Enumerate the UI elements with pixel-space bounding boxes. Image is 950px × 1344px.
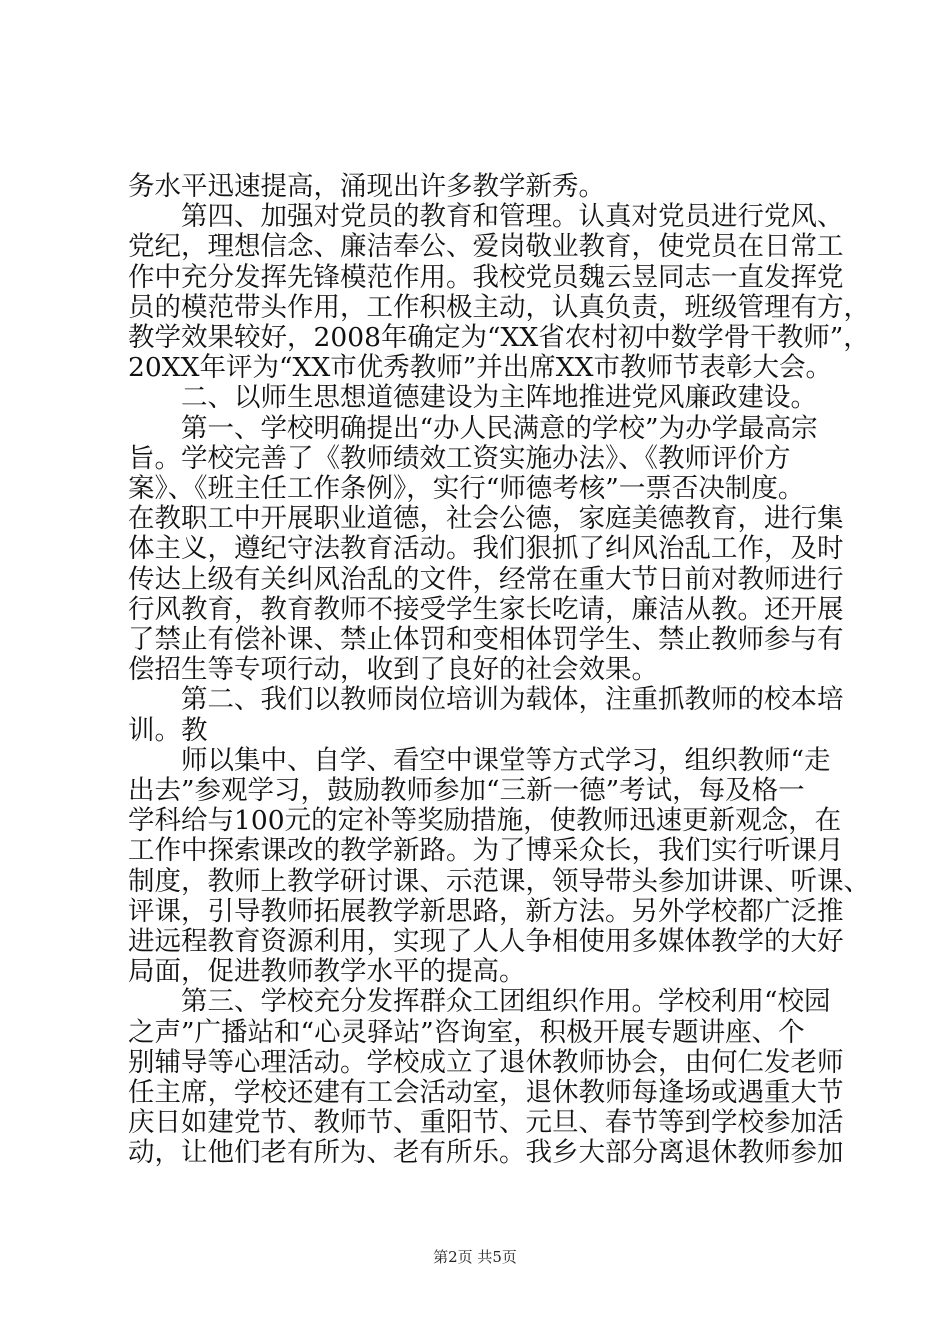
body-text-line: 工作中探索课改的教学新路。为了博采众长，我们实行听课月 xyxy=(128,835,844,867)
body-text-line: 作中充分发挥先锋模范作用。我校党员魏云昱同志一直发挥党 xyxy=(128,261,844,293)
body-text-line: 局面，促进教师教学水平的提高。 xyxy=(128,956,526,988)
body-text-line: 学科给与100元的定补等奖励措施，使教师迅速更新观念，在 xyxy=(128,805,842,837)
body-text-line: 旨。学校完善了《教师绩效工资实施办法》、《教师评价方 xyxy=(128,442,791,474)
body-text-line: 进远程教育资源利用，实现了人人争相使用多媒体教学的大好 xyxy=(128,926,844,957)
page-footer: 第2页 共5页 xyxy=(433,1248,517,1266)
body-text-line: 员的模范带头作用，工作积极主动，认真负责，班级管理有方， xyxy=(128,291,870,323)
paragraph-start-line: 第三、学校充分发挥群众工团组织作用。学校利用“校园 xyxy=(181,986,831,1018)
body-text-line: 评课，引导教师拓展教学新思路，新方法。另外学校都广泛推 xyxy=(128,895,844,927)
body-text-line: 庆日如建党节、教师节、重阳节、元旦、春节等到学校参加活 xyxy=(128,1107,844,1139)
body-text-line: 偿招生等专项行动，收到了良好的社会效果。 xyxy=(128,654,658,686)
body-text-line: 了禁止有偿补课、禁止体罚和变相体罚学生、禁止教师参与有 xyxy=(128,624,844,655)
body-text-line: 训。教 xyxy=(128,714,208,746)
body-text-line: 务水平迅速提高，涌现出许多教学新秀。 xyxy=(128,171,605,202)
body-text-line: 党纪，理想信念、廉洁奉公、爱岗敬业教育，使党员在日常工 xyxy=(128,231,844,263)
paragraph-start-line: 第一、学校明确提出“办人民满意的学校”为办学最高宗 xyxy=(181,412,818,444)
body-text-line: 20XX年评为“XX市优秀教师”并出席XX市教师节表彰大会。 xyxy=(128,352,833,384)
body-text-line: 行风教育，教育教师不接受学生家长吃请，廉洁从教。还开展 xyxy=(128,593,844,625)
body-text-line: 出去”参观学习，鼓励教师参加“三新一德”考试，每及格一 xyxy=(128,775,805,806)
body-text-line: 之声”广播站和“心灵驿站”咨询室，积极开展专题讲座、个 xyxy=(128,1016,805,1048)
body-text-line: 在教职工中开展职业道德，社会公德，家庭美德教育，进行集 xyxy=(128,503,844,535)
body-text-line: 动，让他们老有所为、老有所乐。我乡大部分离退休教师参加 xyxy=(128,1137,844,1169)
body-text-line: 传达上级有关纠风治乱的文件，经常在重大节日前对教师进行 xyxy=(128,563,844,595)
section-heading: 二、以师生思想道德建设为主阵地推进党风廉政建设。 xyxy=(181,382,817,414)
paragraph-start-line: 第四、加强对党员的教育和管理。认真对党员进行党风、 xyxy=(181,201,844,233)
body-text-line: 别辅导等心理活动。学校成立了退休教师协会，由何仁发老师 xyxy=(128,1046,844,1078)
body-text-line: 体主义，遵纪守法教育活动。我们狠抓了纠风治乱工作，及时 xyxy=(128,533,844,565)
body-text-line: 任主席，学校还建有工会活动室，退休教师每逢场或遇重大节 xyxy=(128,1077,844,1108)
paragraph-start-line: 第二、我们以教师岗位培训为载体，注重抓教师的校本培 xyxy=(181,684,844,716)
paragraph-start-line: 师以集中、自学、看空中课堂等方式学习，组织教师“走 xyxy=(181,744,831,776)
body-text-line: 案》、《班主任工作条例》，实行“师德考核”一票否决制度。 xyxy=(128,473,805,504)
body-text-line: 制度，教师上教学研讨课、示范课，领导带头参加讲课、听课、 xyxy=(128,865,870,897)
body-text-line: 教学效果较好，2008年确定为“XX省农村初中数学骨干教师”， xyxy=(128,322,870,353)
